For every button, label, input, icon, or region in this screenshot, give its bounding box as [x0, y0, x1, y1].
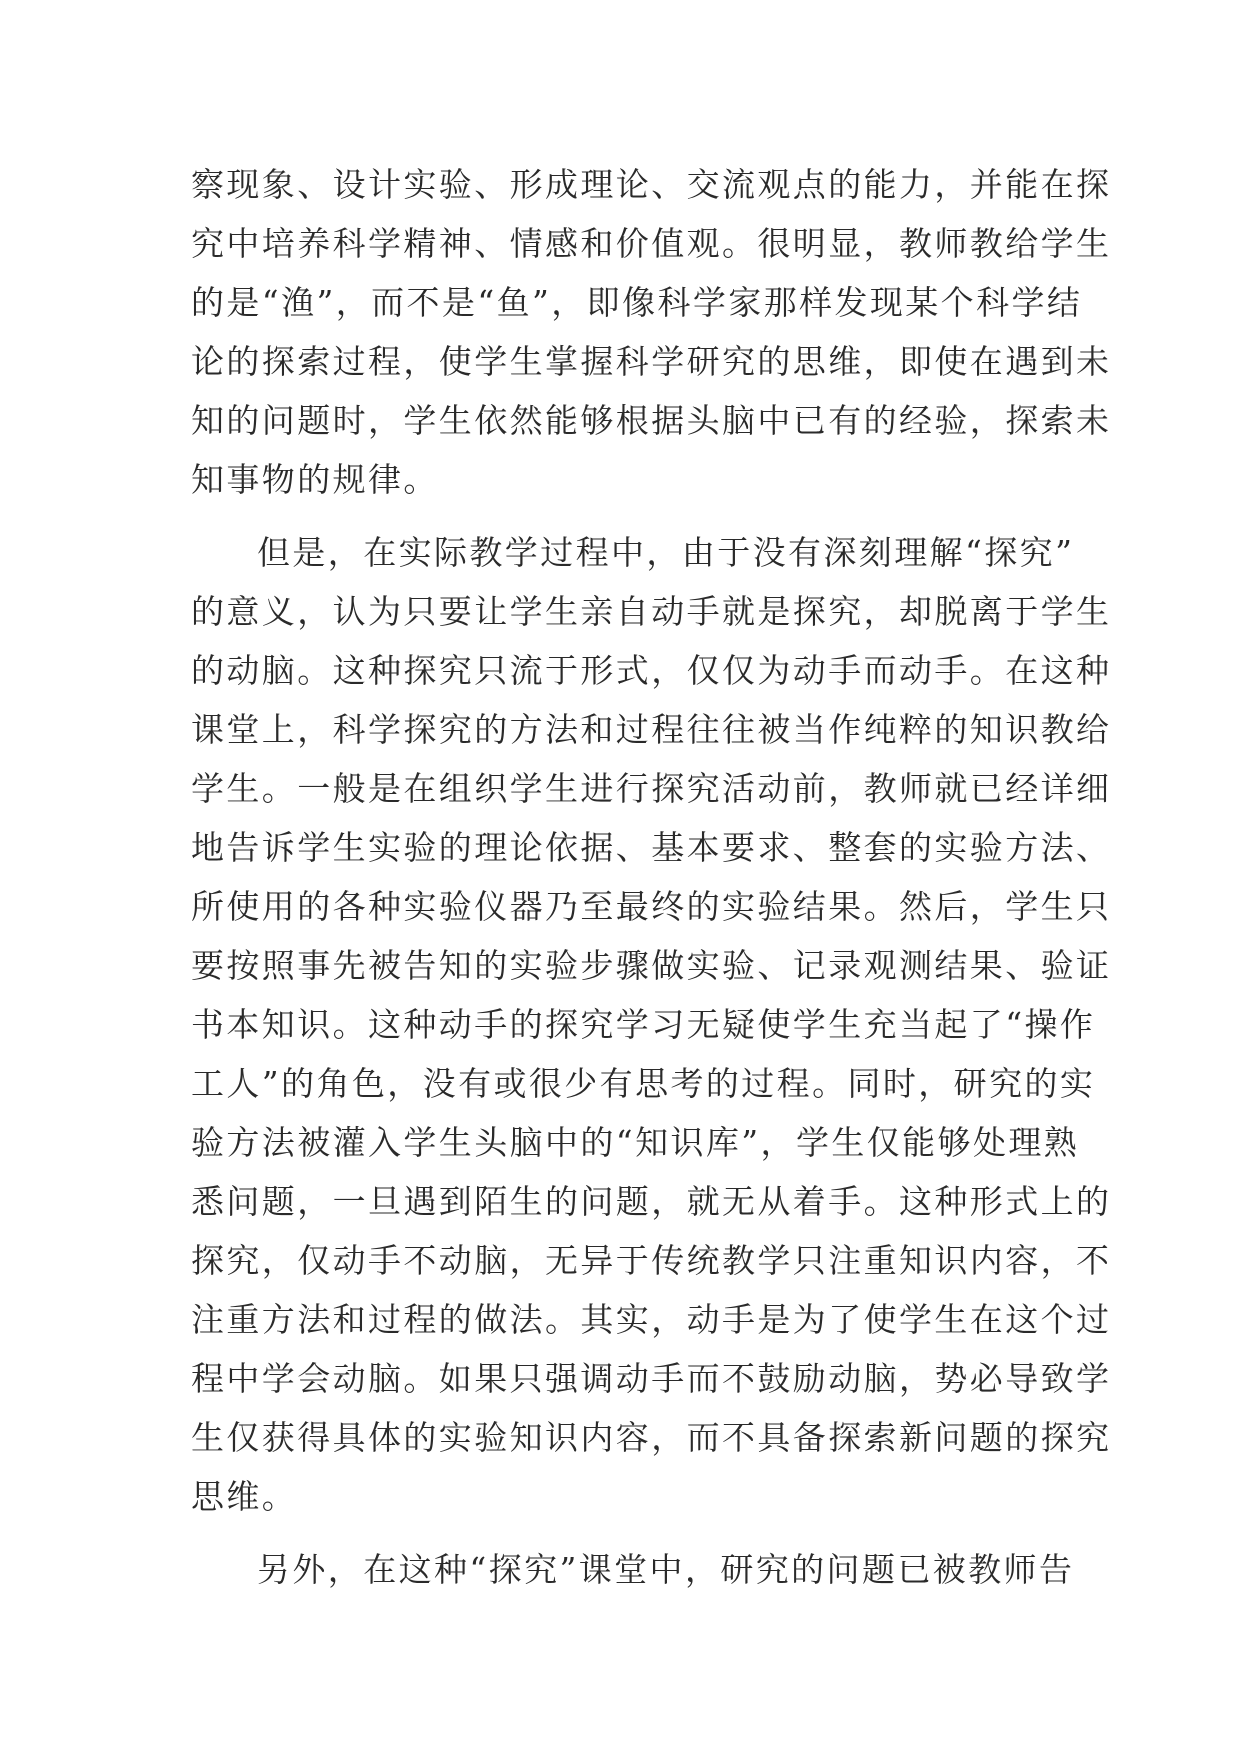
text-line: 的动脑。这种探究只流于形式，仅仅为动手而动手。在这种 — [191, 651, 1112, 690]
text-line: 书本知识。这种动手的探究学习无疑使学生充当起了“操作 — [191, 1005, 1096, 1044]
text-line: 要按照事先被告知的实验步骤做实验、记录观测结果、验证 — [191, 946, 1112, 985]
paragraph-2 — [191, 523, 1112, 1526]
text-line: 注重方法和过程的做法。其实，动手是为了使学生在这个过 — [191, 1300, 1112, 1339]
text-line: 程中学会动脑。如果只强调动手而不鼓励动脑，势必导致学 — [191, 1359, 1112, 1398]
text-line: 另外，在这种“探究”课堂中，研究的问题已被教师告 — [257, 1550, 1075, 1589]
text-line: 知的问题时，学生依然能够根据头脑中已有的经验，探索未 — [191, 401, 1112, 440]
text-line: 工人”的角色，没有或很少有思考的过程。同时，研究的实 — [191, 1064, 1096, 1103]
text-line: 生仅获得具体的实验知识内容，而不具备探索新问题的探究 — [191, 1418, 1112, 1457]
text-line: 但是，在实际教学过程中，由于没有深刻理解“探究” — [257, 533, 1075, 572]
text-line: 论的探索过程，使学生掌握科学研究的思维，即使在遇到未 — [191, 342, 1112, 381]
text-line: 课堂上，科学探究的方法和过程往往被当作纯粹的知识教给 — [191, 710, 1112, 749]
text-line: 究中培养科学精神、情感和价值观。很明显，教师教给学生 — [191, 224, 1112, 263]
text-line: 的是“渔”，而不是“鱼”，即像科学家那样发现某个科学结 — [191, 283, 1083, 322]
paragraph-3 — [191, 1540, 1075, 1599]
text-line: 思维。 — [191, 1477, 298, 1516]
text-line: 察现象、设计实验、形成理论、交流观点的能力，并能在探 — [191, 165, 1112, 204]
text-line: 验方法被灌入学生头脑中的“知识库”，学生仅能够处理熟 — [191, 1123, 1080, 1162]
text-line: 所使用的各种实验仪器乃至最终的实验结果。然后，学生只 — [191, 887, 1112, 926]
paragraph-1 — [191, 155, 1112, 509]
text-line: 的意义，认为只要让学生亲自动手就是探究，却脱离于学生 — [191, 592, 1112, 631]
text-line: 悉问题，一旦遇到陌生的问题，就无从着手。这种形式上的 — [191, 1182, 1112, 1221]
body-text — [191, 155, 1112, 1613]
text-line: 地告诉学生实验的理论依据、基本要求、整套的实验方法、 — [191, 828, 1112, 867]
text-line: 知事物的规律。 — [191, 460, 439, 499]
text-line: 学生。一般是在组织学生进行探究活动前，教师就已经详细 — [191, 769, 1112, 808]
text-line: 探究，仅动手不动脑，无异于传统教学只注重知识内容，不 — [191, 1241, 1112, 1280]
